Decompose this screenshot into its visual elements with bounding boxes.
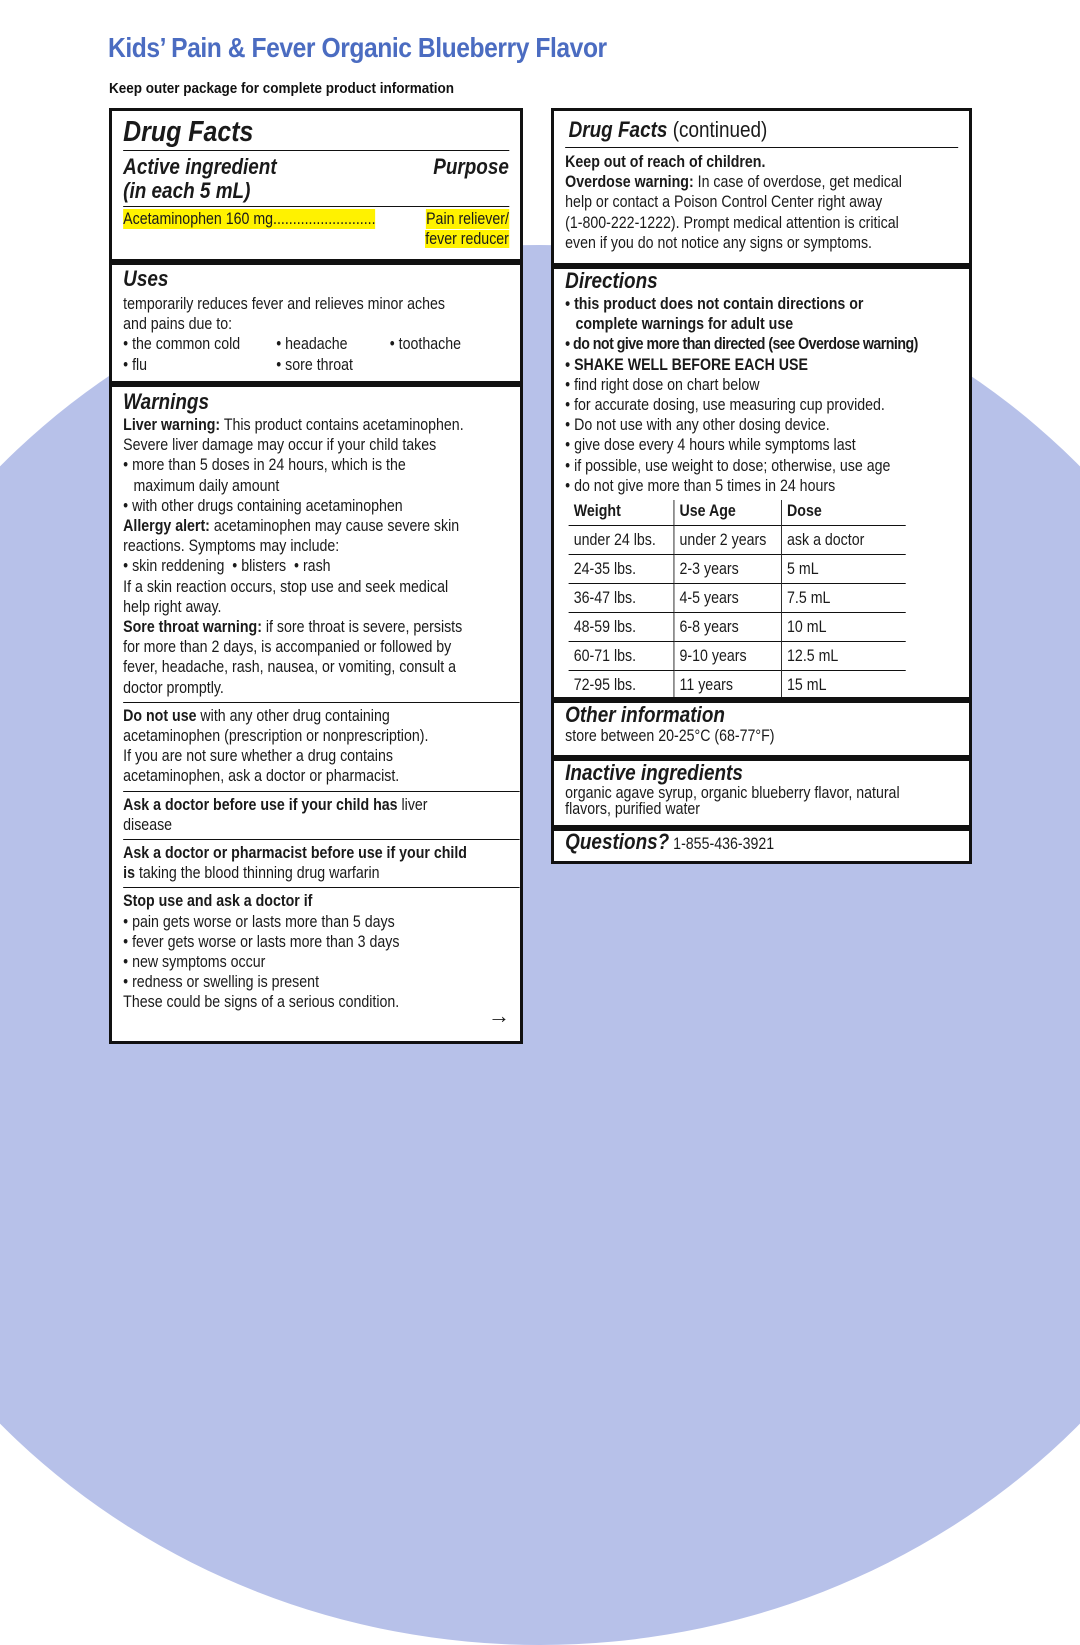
overdose-warning-text: In case of overdose, get medical (693, 173, 902, 192)
sore-throat-text: fever, headache, rash, nausea, or vomiting, consult a (123, 658, 457, 677)
sore-throat-text: for more than 2 days, is accompanied or followed by (123, 638, 452, 657)
direction-item: • do not give more than directed (see Overdose warning) (565, 334, 968, 354)
warnings-section (118, 385, 514, 1035)
direction-item-cont: complete warnings for adult use (575, 315, 794, 334)
allergy-alert-text: reactions. Symptoms may include: (123, 537, 340, 556)
table-row (569, 555, 906, 584)
column-header: Use Age (674, 500, 782, 526)
inactive-ingredients-heading: Inactive ingredients (565, 760, 743, 785)
do-not-use-label: Do not use (123, 706, 197, 725)
liver-warning-text: Severe liver damage may occur if your child takes (123, 436, 437, 455)
liver-bullet: • with other drugs containing acetaminophen (123, 496, 519, 516)
overdose-warning-text: help or contact a Poison Control Center right away (565, 193, 883, 212)
column-header: Weight (569, 500, 674, 526)
weight-cell: under 24 lbs. (569, 526, 674, 555)
allergy-symptom: • skin reddening (123, 557, 224, 575)
purpose-heading: Purpose (433, 154, 509, 179)
direction-item: • Do not use with any other dosing device. (565, 415, 968, 435)
other-information-section (560, 699, 963, 755)
page-subtitle: Keep outer package for complete product information (109, 80, 455, 97)
dose-cell: 15 mL (781, 671, 905, 700)
sore-throat-text: doctor promptly. (123, 678, 224, 697)
drug-facts-continued-panel (551, 108, 972, 864)
liver-bullet-cont: maximum daily amount (133, 476, 280, 495)
inactive-ingredients-text: organic agave syrup, organic blueberry flavor, natural (565, 784, 900, 802)
dosing-table (569, 500, 906, 699)
age-cell: 6-8 years (674, 613, 782, 642)
table-row (569, 642, 906, 671)
active-ingredient-line (123, 209, 375, 229)
dose-cell: 10 mL (781, 613, 905, 642)
ask-pharmacist-text: taking the blood thinning drug warfarin (134, 864, 380, 883)
stop-use-item: • new symptoms occur (123, 952, 519, 972)
overdose-section (560, 111, 963, 263)
other-information-heading: Other information (565, 702, 725, 727)
do-not-use-text: with any other drug containing (196, 706, 390, 725)
other-information-text: store between 20-25°C (68-77°F) (565, 727, 775, 745)
dose-cell: ask a doctor (781, 526, 905, 555)
stop-use-label: Stop use and ask a doctor if (123, 892, 313, 911)
purpose-line-2: fever reducer (425, 230, 509, 249)
dosing-table-header (569, 500, 906, 526)
active-ingredient-section (118, 111, 514, 261)
direction-item: • for accurate dosing, use measuring cup provided. (565, 395, 968, 415)
directions-section (560, 265, 963, 697)
allergy-alert-label: Allergy alert: (123, 517, 210, 536)
ask-pharmacist-label: Ask a doctor or pharmacist before use if your child (123, 844, 467, 863)
questions-label: Questions? (565, 829, 670, 854)
use-item: • flu (123, 355, 276, 375)
liver-warning-text: This product contains acetaminophen. (220, 416, 464, 434)
liver-warning-label: Liver warning: (123, 416, 221, 434)
continued-title-main: Drug Facts (568, 117, 668, 142)
allergy-symptom: • blisters (232, 557, 286, 575)
direction-item: • if possible, use weight to dose; otherwise, use age (565, 456, 968, 476)
sore-throat-label: Sore throat warning: (123, 618, 262, 637)
questions-phone: 1-855-436-3921 (669, 835, 775, 853)
weight-cell: 36-47 lbs. (569, 584, 674, 613)
stop-use-item: • pain gets worse or lasts more than 5 days (123, 912, 519, 932)
inactive-ingredients-section (560, 757, 963, 825)
active-ingredient-unit: (in each 5 mL) (123, 178, 251, 203)
uses-intro-2: and pains due to: (123, 315, 233, 334)
allergy-alert-text: acetaminophen may cause severe skin (209, 517, 460, 536)
table-row (569, 526, 906, 555)
age-cell: 2-3 years (674, 555, 782, 584)
use-item: • headache (276, 334, 390, 354)
overdose-warning-text: (1-800-222-1222). Prompt medical attention is critical (565, 213, 899, 232)
direction-item: • do not give more than 5 times in 24 hours (565, 476, 968, 496)
dot-leader: .......................... (273, 210, 376, 228)
allergy-alert-text: help right away. (123, 597, 222, 616)
dose-cell: 5 mL (781, 555, 905, 584)
inactive-ingredients-text: flavors, purified water (565, 800, 701, 818)
active-ingredient-heading: Active ingredient (123, 154, 277, 179)
age-cell: 9-10 years (674, 642, 782, 671)
stop-use-footer: These could be signs of a serious condition. (123, 993, 400, 1012)
allergy-symptom: • rash (294, 557, 331, 575)
table-row (569, 671, 906, 700)
ask-doctor-text: liver (397, 795, 428, 814)
directions-heading: Directions (565, 268, 658, 293)
overdose-warning-label: Overdose warning: (565, 173, 694, 192)
use-item: • toothache (390, 334, 461, 354)
weight-cell: 60-71 lbs. (569, 642, 674, 671)
dose-cell: 7.5 mL (781, 584, 905, 613)
ask-pharmacist-label: is (123, 864, 135, 883)
uses-heading: Uses (123, 266, 169, 291)
ingredient-name: Acetaminophen 160 mg (123, 210, 274, 228)
ask-doctor-label: Ask a doctor before use if your child has (123, 795, 398, 814)
drug-facts-title: Drug Facts (123, 116, 254, 148)
uses-intro-1: temporarily reduces fever and relieves minor aches (123, 295, 445, 313)
page-title: Kids’ Pain & Fever Organic Blueberry Flavor (108, 32, 607, 63)
weight-cell: 72-95 lbs. (573, 676, 637, 695)
allergy-alert-text: If a skin reaction occurs, stop use and seek medical (123, 577, 449, 596)
direction-item: • this product does not contain directions or (565, 294, 968, 314)
ask-doctor-text: disease (123, 815, 173, 834)
drug-facts-continued-title (569, 117, 963, 143)
weight-cell: 24-35 lbs. (569, 555, 674, 584)
use-item: • the common cold (123, 334, 276, 354)
continued-arrow-icon: → (488, 1003, 510, 1028)
age-cell: 4-5 years (674, 584, 782, 613)
do-not-use-text: acetaminophen (prescription or nonprescription). (123, 727, 429, 746)
do-not-use-text: If you are not sure whether a drug contains (123, 747, 393, 766)
stop-use-item: • fever gets worse or lasts more than 3 days (123, 932, 519, 952)
table-row (569, 613, 906, 642)
do-not-use-text: acetaminophen, ask a doctor or pharmacist. (123, 767, 400, 786)
liver-bullet: • more than 5 doses in 24 hours, which is the (123, 455, 519, 475)
weight-cell: 48-59 lbs. (569, 613, 674, 642)
keep-out-of-reach: Keep out of reach of children. (565, 153, 766, 171)
questions-section (560, 827, 963, 855)
age-cell: 11 years (674, 671, 782, 700)
purpose-line-1: Pain reliever/ (426, 210, 509, 228)
drug-facts-panel (109, 108, 523, 1044)
use-item: • sore throat (276, 355, 353, 375)
warnings-heading: Warnings (123, 389, 210, 414)
sore-throat-text: if sore throat is severe, persists (261, 618, 463, 637)
direction-item: • give dose every 4 hours while symptoms last (565, 435, 968, 455)
column-header: Dose (781, 500, 905, 526)
stop-use-item: • redness or swelling is present (123, 972, 519, 992)
dose-cell: 12.5 mL (781, 642, 905, 671)
age-cell: under 2 years (674, 526, 782, 555)
table-row (569, 584, 906, 613)
continued-title-suffix: (continued) (667, 117, 768, 142)
shake-well: • SHAKE WELL BEFORE EACH USE (565, 355, 968, 375)
uses-section (118, 263, 514, 385)
overdose-warning-text: even if you do not notice any signs or symptoms. (565, 233, 872, 252)
direction-item: • find right dose on chart below (565, 375, 968, 395)
